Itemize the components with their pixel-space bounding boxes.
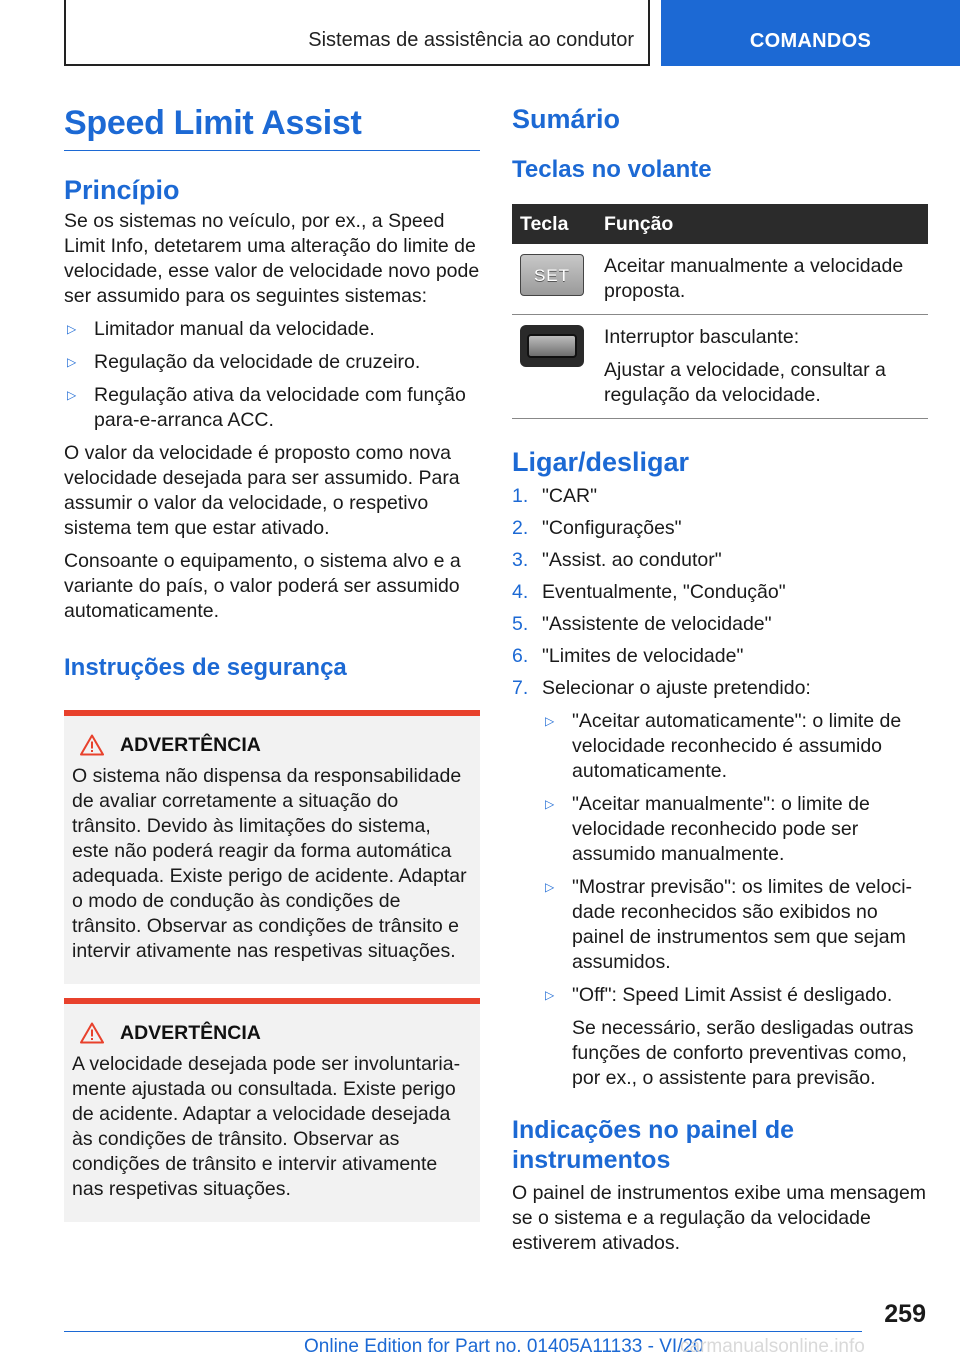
header-section-box — [64, 0, 650, 66]
function-text: Ajustar a velocidade, consultar a regulação da velocidade. — [604, 359, 886, 406]
warning-box — [64, 710, 480, 984]
steps-list — [512, 484, 928, 1091]
warning-header — [72, 1020, 472, 1046]
list-item: ▷ Regulação ativa da velocidade com função para-e-arranca ACC. — [67, 384, 466, 431]
list-item: 3. "Assist. ao condutor" — [512, 549, 722, 571]
triangle-bullet-icon: ▷ — [545, 880, 555, 894]
list-item: ▷ "Off": Speed Limit Assist é desligado. Se necessário, serão desligadas outras funções de conforto preventivas como, por ex., o assistente para previsão. — [542, 983, 928, 1091]
right-column — [512, 100, 928, 1256]
section-title: Sistemas de assistência ao condutor — [308, 29, 634, 51]
set-key-icon: SET — [520, 254, 584, 296]
function-title: Interruptor basculante: — [604, 326, 800, 348]
indications-heading: Indicações no painel de instrumentos — [512, 1116, 795, 1174]
page-title: Speed Limit Assist — [64, 100, 480, 151]
column-header-function: Função — [596, 204, 928, 244]
principle-heading: Princípio — [64, 175, 180, 205]
paragraph: O valor da velocidade é proposto como nova velocidade desejada para ser assumido. Para assumir o valor da velocidade, o respetivo sistema tem que estar ativado. — [64, 442, 460, 539]
column-header-key: Tecla — [512, 204, 596, 244]
keys-heading: Teclas no volante — [512, 156, 712, 183]
paragraph: Consoante o equipamento, o sistema alvo e a variante do país, o valor poderá ser assumido automaticamente. — [64, 550, 461, 622]
warning-label: ADVERTÊNCIA — [120, 1022, 261, 1044]
chapter-title: COMANDOS — [749, 30, 872, 52]
triangle-bullet-icon: ▷ — [545, 797, 555, 811]
triangle-bullet-icon: ▷ — [545, 988, 555, 1002]
indications-text: O painel de instrumentos exibe uma mensagem se o sistema e a regulação da velocidade estiverem ativados. — [512, 1182, 927, 1254]
list-item: 1. "CAR" — [512, 485, 598, 507]
list-item: 2. "Configurações" — [512, 517, 682, 539]
page-number: 259 — [884, 1300, 926, 1328]
list-item: ▷ "Mostrar previsão": os limites de velocidade reconhecidos são exibidos no painel de instrumentos sem que sejam assumidos. — [545, 876, 913, 973]
table-row — [512, 244, 928, 315]
onoff-heading: Ligar/desligar — [512, 447, 690, 477]
function-cell — [596, 315, 928, 419]
warning-text: O sistema não dispensa da responsabilidade de avaliar corretamente a situação do trânsito. Devido às limitações do sistema, este não poderá reagir da forma automática adequada. Existe perigo de acidente. Adaptar o modo de condução às condições de trânsito. Observar as condições de trânsito e intervir ativamente nas respetivas situações. — [72, 765, 467, 962]
triangle-bullet-icon: ▷ — [67, 322, 77, 336]
warning-box — [64, 998, 480, 1222]
principle-intro: Se os sistemas no veículo, por ex., a Speed Limit Info, detetarem uma alteração do limite de velocidade, esse valor de velocidade novo pode ser assumido para os seguintes sistemas: — [64, 210, 480, 307]
warning-text: A velocidade desejada pode ser involuntariamente ajustada ou consultada. Existe perigo de acidente. Adaptar a velocidade desejada às condições de trânsito. Observar as condições de trânsito e intervir ativamente nas respetivas situações. — [72, 1053, 461, 1200]
table-row — [512, 315, 928, 419]
list-item: 4. Eventualmente, "Condução" — [512, 581, 786, 603]
systems-list — [64, 317, 480, 433]
triangle-bullet-icon: ▷ — [67, 388, 77, 402]
rocker-switch-icon — [520, 325, 584, 367]
warning-triangle-icon — [80, 1022, 104, 1044]
list-item: ▷ Limitador manual da velocidade. — [67, 318, 375, 340]
list-item: ▷ "Aceitar automaticamente": o limite de velocidade reconhecido é assumido automaticamente. — [545, 710, 902, 782]
list-item: ▷ Regulação da velocidade de cruzeiro. — [67, 351, 421, 373]
warning-header — [72, 732, 472, 758]
list-item: 7. Selecionar o ajuste pretendido: ▷ "Aceitar automaticamente": o limite de velocidade reconhecido é assumido automaticamente. ▷ "Aceitar manualmente": o limite de velocidade reconhecido pode ser assumido manualmente. ▷ "Mostrar previsão": os limites de velocidade reconhecidos são exibidos no painel de instrumentos sem que sejam assumidos. ▷ "Off": Speed Limit Assist é desligado. Se necessário, serão desligadas outras funções de conforto preventivas como, por ex., o assistente para previsão. — [512, 676, 928, 1091]
function-cell: Aceitar manualmente a velocidade proposta. — [596, 244, 928, 315]
header-chapter-tab[interactable] — [661, 0, 960, 66]
footer-divider — [64, 1331, 862, 1332]
safety-heading: Instruções de segurança — [64, 654, 347, 681]
options-list — [542, 709, 928, 1091]
triangle-bullet-icon: ▷ — [545, 714, 555, 728]
list-item: ▷ "Aceitar manualmente": o limite de velocidade reconhecido pode ser assumido manualmente. — [545, 793, 870, 865]
off-note: Se necessário, serão desligadas outras funções de conforto preventivas como, por ex., o assistente para previsão. — [572, 1017, 914, 1089]
watermark: carmanualsonline.info — [680, 1336, 865, 1357]
list-item: 6. "Limites de velocidade" — [512, 645, 744, 667]
warning-label: ADVERTÊNCIA — [120, 734, 261, 756]
footer-edition: Online Edition for Part no. 01405A11133 - VI/20 — [304, 1336, 704, 1357]
keys-table — [512, 204, 928, 419]
triangle-bullet-icon: ▷ — [67, 355, 77, 369]
summary-heading: Sumário — [512, 104, 621, 134]
warning-triangle-icon — [80, 734, 104, 756]
list-item: 5. "Assistente de velocidade" — [512, 613, 772, 635]
left-column — [64, 100, 480, 1222]
